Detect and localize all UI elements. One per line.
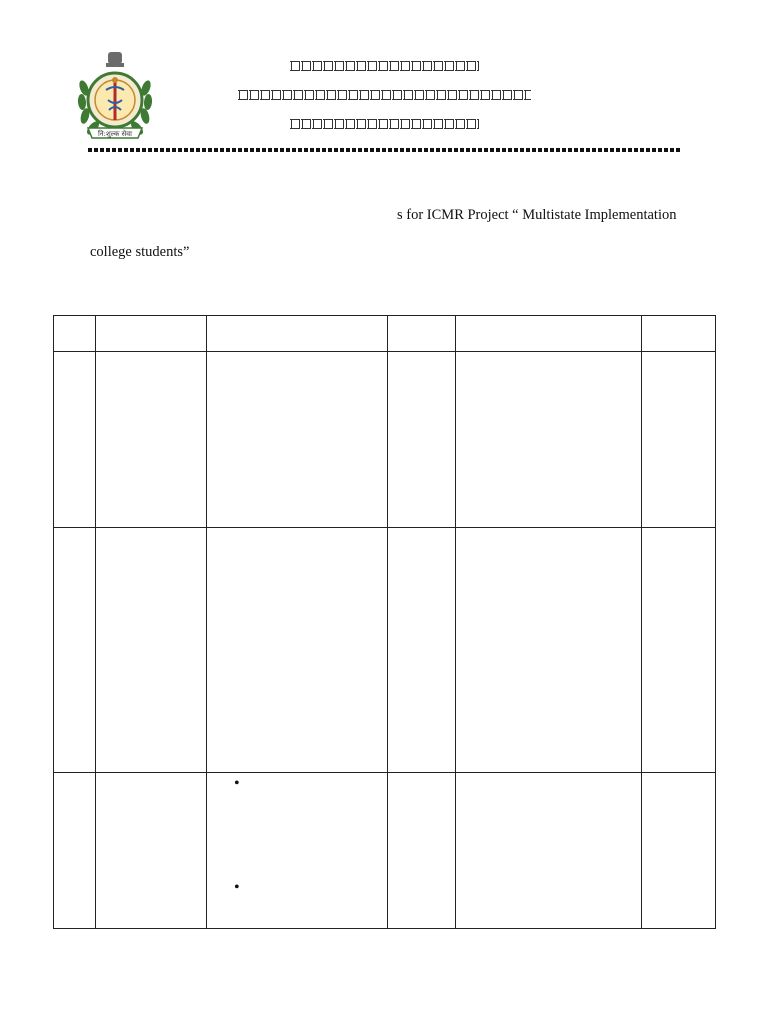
header-divider: [88, 148, 680, 152]
bullet-point: •: [234, 879, 240, 896]
table-header-cell: [54, 316, 96, 352]
table-cell: [456, 773, 642, 929]
table-header-cell: [96, 316, 207, 352]
header-line-3: [290, 119, 479, 129]
table-header-cell: [388, 316, 456, 352]
logo-caption: नि:शुल्क सेवा: [97, 130, 133, 138]
table-cell: [207, 528, 388, 773]
table-header-cell: [456, 316, 642, 352]
table-cell: [642, 773, 716, 929]
subject-text-line-2: college students”: [90, 244, 190, 260]
ribbon-banner: [88, 128, 142, 138]
table-cell: [54, 773, 96, 929]
header-line-2: [238, 90, 531, 100]
table-header-cell: [207, 316, 388, 352]
subject-text-line-1: s for ICMR Project “ Multistate Implementation: [397, 207, 677, 223]
table-row: [54, 773, 716, 929]
table-cell: [456, 352, 642, 528]
institution-logo: [76, 50, 154, 146]
table-cell: [456, 528, 642, 773]
table-cell: [642, 352, 716, 528]
table-cell-bullets: [207, 773, 388, 929]
table-cell: [96, 352, 207, 528]
table-row: [54, 528, 716, 773]
table-cell: [96, 773, 207, 929]
table-cell: [388, 528, 456, 773]
table-cell: [54, 528, 96, 773]
details-table: [53, 315, 716, 929]
table-cell: [54, 352, 96, 528]
table-cell: [207, 352, 388, 528]
table-row: [54, 352, 716, 528]
table-header-row: [54, 316, 716, 352]
header-line-1: [290, 61, 479, 71]
table-cell: [96, 528, 207, 773]
table-cell: [388, 773, 456, 929]
table-cell: [388, 352, 456, 528]
lion-capital-icon: [106, 52, 124, 67]
table-header-cell: [642, 316, 716, 352]
table-cell: [642, 528, 716, 773]
bullet-point: •: [234, 775, 240, 792]
